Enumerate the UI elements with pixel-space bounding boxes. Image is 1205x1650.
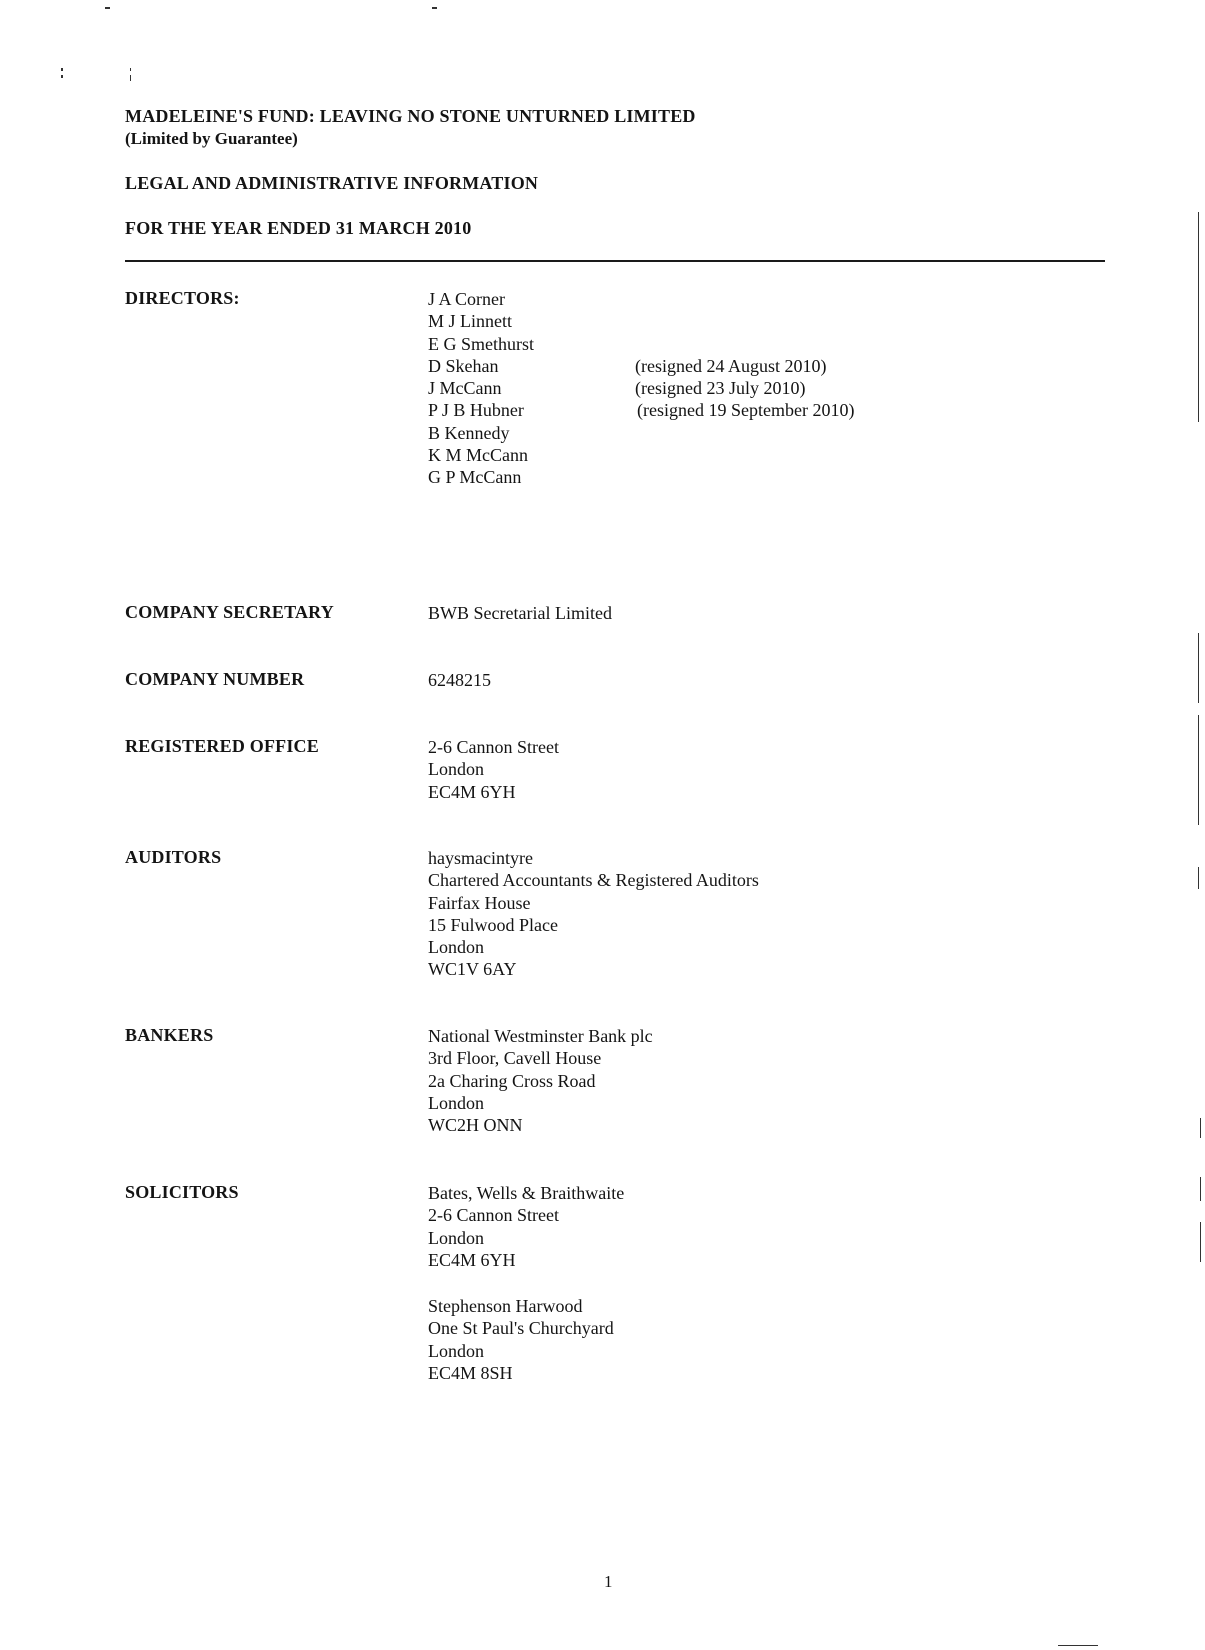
solicitors-firm-1 bbox=[428, 1182, 624, 1271]
director-name: B Kennedy bbox=[428, 422, 510, 443]
auditors-address bbox=[428, 847, 759, 981]
scan-mark bbox=[1200, 1222, 1201, 1262]
resignation-note: (resigned 23 July 2010) bbox=[635, 378, 806, 398]
bankers-label: BANKERS bbox=[125, 1025, 214, 1045]
address-line: London bbox=[428, 1092, 484, 1113]
company-type: (Limited by Guarantee) bbox=[125, 129, 298, 148]
solicitors-label: SOLICITORS bbox=[125, 1182, 239, 1202]
director-name: G P McCann bbox=[428, 467, 522, 488]
director-name: D Skehan bbox=[428, 355, 499, 376]
directors-label: DIRECTORS: bbox=[125, 288, 240, 308]
scan-mark bbox=[1198, 212, 1199, 422]
address-line: Fairfax House bbox=[428, 892, 531, 913]
scan-mark bbox=[1198, 715, 1199, 825]
scan-mark bbox=[1198, 867, 1199, 889]
address-line: National Westminster Bank plc bbox=[428, 1026, 653, 1046]
address-line: One St Paul's Churchyard bbox=[428, 1318, 614, 1339]
scan-mark bbox=[1200, 1177, 1201, 1201]
address-line: 2-6 Cannon Street bbox=[428, 737, 559, 757]
address-line: London bbox=[428, 759, 484, 780]
address-line: London bbox=[428, 1340, 484, 1361]
scan-mark bbox=[130, 75, 131, 81]
company-secretary-value: BWB Secretarial Limited bbox=[428, 603, 612, 623]
scan-mark bbox=[61, 75, 63, 78]
address-line: 2-6 Cannon Street bbox=[428, 1205, 559, 1226]
address-line: EC4M 6YH bbox=[428, 1249, 516, 1270]
address-line: Stephenson Harwood bbox=[428, 1296, 583, 1316]
address-line: EC4M 6YH bbox=[428, 781, 516, 802]
address-line: 3rd Floor, Cavell House bbox=[428, 1048, 602, 1069]
scan-mark bbox=[1058, 1645, 1098, 1646]
director-name: P J B Hubner bbox=[428, 400, 524, 421]
directors-list bbox=[428, 288, 534, 489]
address-line: 15 Fulwood Place bbox=[428, 914, 558, 935]
director-name: J McCann bbox=[428, 378, 502, 399]
address-line: London bbox=[428, 1227, 484, 1248]
scan-mark bbox=[1200, 1118, 1201, 1138]
address-line: Bates, Wells & Braithwaite bbox=[428, 1183, 625, 1203]
company-number-value: 6248215 bbox=[428, 670, 491, 690]
resignation-note: (resigned 19 September 2010) bbox=[637, 400, 855, 420]
scan-mark bbox=[61, 68, 63, 71]
director-name: K M McCann bbox=[428, 445, 528, 466]
reporting-period: FOR THE YEAR ENDED 31 MARCH 2010 bbox=[125, 218, 472, 238]
director-name: M J Linnett bbox=[428, 311, 512, 332]
address-line: London bbox=[428, 937, 484, 958]
director-name: J A Corner bbox=[428, 289, 506, 309]
address-line: Chartered Accountants & Registered Auditors bbox=[428, 870, 759, 891]
company-number-label: COMPANY NUMBER bbox=[125, 669, 305, 689]
section-title: LEGAL AND ADMINISTRATIVE INFORMATION bbox=[125, 173, 539, 193]
address-line: EC4M 8SH bbox=[428, 1362, 513, 1383]
address-line: haysmacintyre bbox=[428, 848, 533, 868]
bankers-address bbox=[428, 1025, 653, 1136]
header-rule bbox=[125, 260, 1105, 262]
address-line: WC1V 6AY bbox=[428, 959, 517, 980]
auditors-label: AUDITORS bbox=[125, 847, 222, 867]
company-secretary-label: COMPANY SECRETARY bbox=[125, 602, 334, 622]
company-name: MADELEINE'S FUND: LEAVING NO STONE UNTURNED LIMITED bbox=[125, 106, 696, 126]
scan-mark bbox=[432, 7, 437, 9]
registered-office-label: REGISTERED OFFICE bbox=[125, 736, 319, 756]
scan-mark bbox=[130, 68, 131, 71]
page-number: 1 bbox=[604, 1572, 613, 1591]
address-line: 2a Charing Cross Road bbox=[428, 1070, 596, 1091]
registered-office-address bbox=[428, 736, 559, 803]
solicitors-firm-2 bbox=[428, 1295, 614, 1384]
address-line: WC2H ONN bbox=[428, 1115, 523, 1136]
director-name: E G Smethurst bbox=[428, 333, 534, 354]
resignation-note: (resigned 24 August 2010) bbox=[635, 356, 827, 376]
scan-mark bbox=[1198, 633, 1199, 703]
scan-mark bbox=[105, 7, 110, 9]
